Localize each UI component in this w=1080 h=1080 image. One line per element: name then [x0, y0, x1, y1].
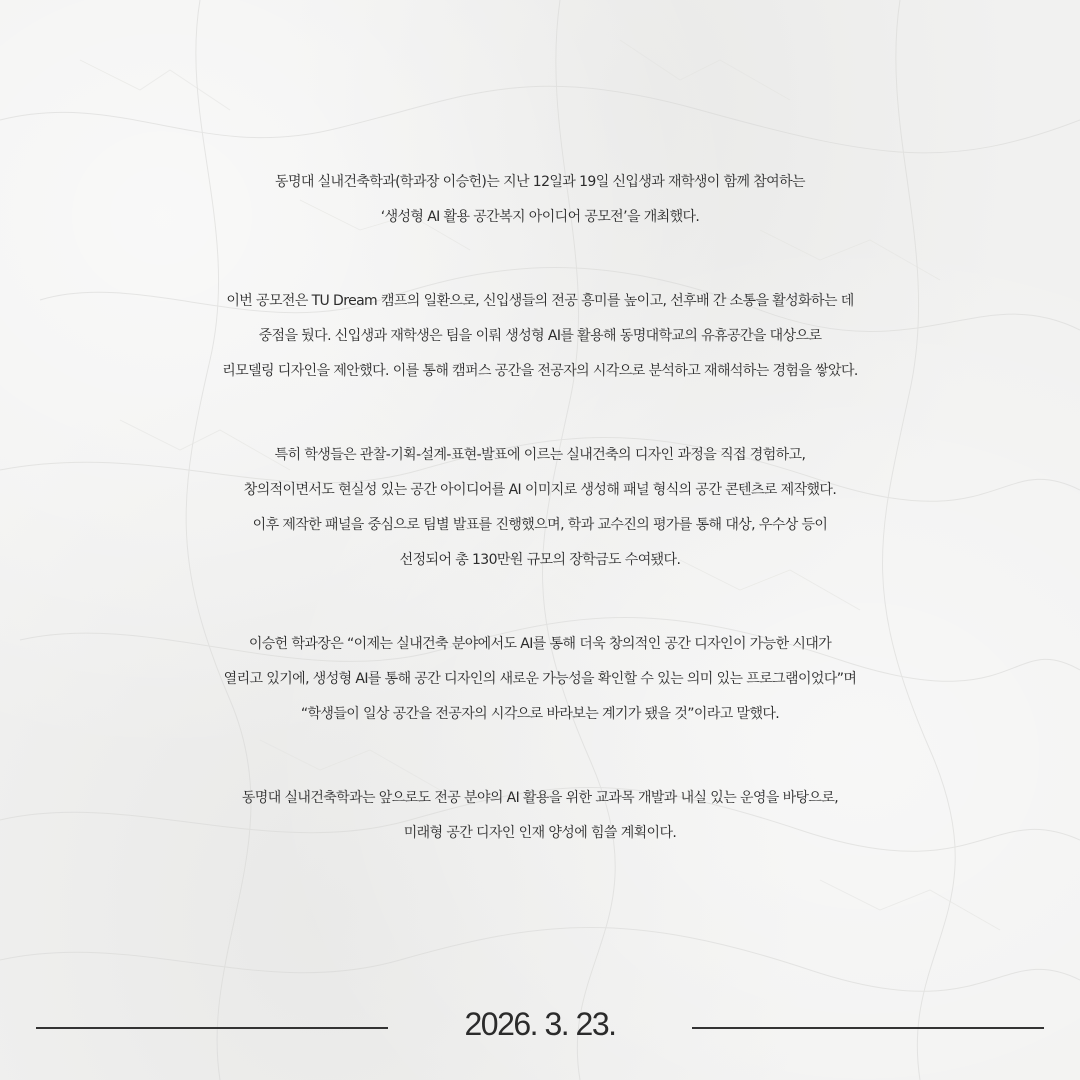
divider-left [36, 1027, 388, 1029]
text-line: 중점을 뒀다. 신입생과 재학생은 팀을 이뤄 생성형 AI를 활용해 동명대학교의 유휴공간을 대상으로 [258, 328, 822, 344]
text-line: 창의적이면서도 현실성 있는 공간 아이디어를 AI 이미지로 생성해 패널 형식의 공간 콘텐츠로 제작했다. [243, 482, 837, 498]
text-line: 동명대 실내건축학과는 앞으로도 전공 분야의 AI 활용을 위한 교과목 개발과 내실 있는 운영을 바탕으로, [241, 790, 839, 806]
paragraph-process [0, 438, 1080, 578]
text-line: 특히 학생들은 관찰-기획-설계-표현-발표에 이르는 실내건축의 디자인 과정을 직접 경험하고, [274, 447, 806, 463]
publish-date: 2026. 3. 23. [464, 1006, 616, 1042]
text-line: ‘생성형 AI 활용 공간복지 아이디어 공모전’을 개최했다. [380, 209, 700, 225]
text-line: 미래형 공간 디자인 인재 양성에 힘쓸 계획이다. [403, 825, 677, 841]
paragraph-intro [0, 165, 1080, 235]
paragraph-purpose [0, 284, 1080, 389]
text-line: 리모델링 디자인을 제안했다. 이를 통해 캠퍼스 공간을 전공자의 시각으로 분석하고 재해석하는 경험을 쌓았다. [222, 363, 858, 379]
text-line: “학생들이 일상 공간을 전공자의 시각으로 바라보는 계기가 됐을 것”이라고 말했다. [300, 706, 780, 722]
text-line: 이번 공모전은 TU Dream 캠프의 일환으로, 신입생들의 전공 흥미를 높이고, 선후배 간 소통을 활성화하는 데 [226, 293, 854, 309]
text-line: 동명대 실내건축학과(학과장 이승헌)는 지난 12일과 19일 신입생과 재학생이 함께 참여하는 [275, 174, 805, 190]
text-line: 선정되어 총 130만원 규모의 장학금도 수여됐다. [399, 552, 681, 568]
article-body [0, 165, 1080, 900]
text-line: 열리고 있기에, 생성형 AI를 통해 공간 디자인의 새로운 가능성을 확인할 수 있는 의미 있는 프로그램이었다”며 [223, 671, 857, 687]
text-line: 이승헌 학과장은 “이제는 실내건축 분야에서도 AI를 통해 더욱 창의적인 공간 디자인이 가능한 시대가 [248, 636, 832, 652]
paragraph-quote [0, 627, 1080, 732]
text-line: 이후 제작한 패널을 중심으로 팀별 발표를 진행했으며, 학과 교수진의 평가를 통해 대상, 우수상 등이 [252, 517, 828, 533]
divider-right [692, 1027, 1044, 1029]
footer [0, 1000, 1080, 1056]
paragraph-plan [0, 781, 1080, 851]
